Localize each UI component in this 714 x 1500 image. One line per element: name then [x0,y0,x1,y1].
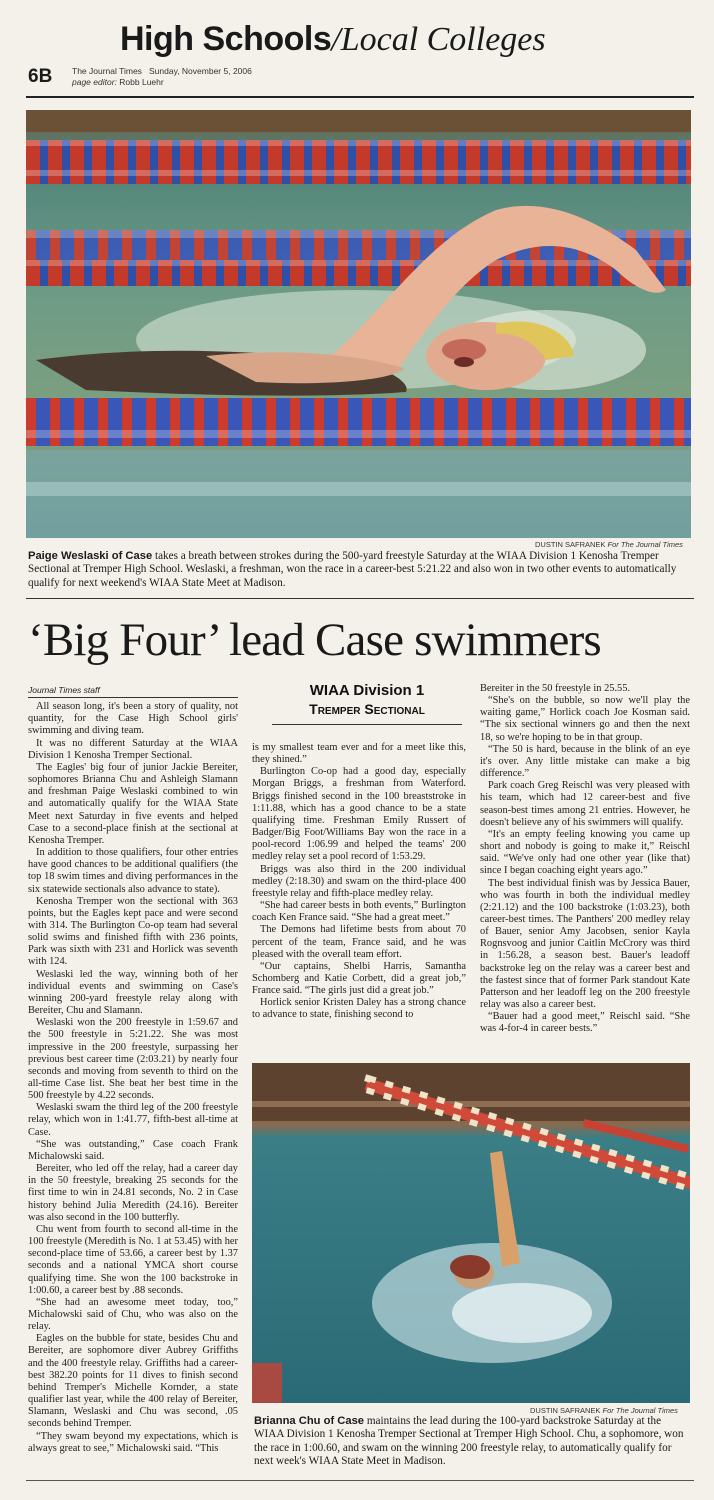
freestyle-photo-illustration [26,110,691,538]
editor-name: Robb Luehr [119,77,164,87]
col3-paragraph: The best individual finish was by Jessica Bauer, who was fourth in both the individual medley (2:21.12) and the 100 backstroke (1:03.23), both career-best times. The Panthers' 200 medley relay of Bauer, senior Amy Jacobsen, senior Kayla Rognsvoog and junior Caitlin McCrory was third in 1:56.28, a season best. Bauer's leadoff backstroke leg on the relay was a career best and the fastest since that of former Park standout Kate Patterson and her leadoff leg on the 200 freestyle relay was also a career best. [480,877,690,1011]
section-sub: Local Colleges [340,21,546,58]
photo2-credit [530,1406,678,1415]
section-main: High Schools [120,20,332,58]
page-editor-line [72,77,252,88]
col2-paragraph: “Our captains, Shelbi Harris, Samantha Schomberg and Katie Corbett, did a great job,” France said. “The girls just did a great job.” [252,960,466,997]
col2-paragraph: Burlington Co-op had a good day, especially Morgan Briggs, a freshman from Waterford. Briggs finished second in the 100 breaststroke in 1:11.88, which has a good chance to be a state qualifying time. Freshman Emily Russert of Badger/Big Foot/Williams Bay won the race in a pool-record 1:06.99 and helped the teams' 200 medley relay set a pool record of 1:53.29. [252,766,466,863]
byline: Journal Times staff [28,684,238,698]
box-rule [272,724,462,725]
col1-paragraph: “She had an awesome meet today, too,” Michalowski said of Chu, who was also on the relay. [28,1296,238,1333]
box-title-line1: WIAA Division 1 [309,682,425,699]
header-rule [26,96,694,98]
col1-paragraph: It was no different Saturday at the WIAA Division 1 Kenosha Tremper Sectional. [28,737,238,761]
col1-paragraph: “She was outstanding,” Case coach Frank Michalowski said. [28,1138,238,1162]
col1-paragraph: Weslaski won the 200 freestyle in 1:59.67 and the 500 freestyle in 5:21.22. She was most impressive in the 200 freestyle, surpassing her previous best career time (2:03.21) by nearly four seconds and moving from seventh to third on the all-time Case list. She beat her best time in the 500 freestyle by 4.22 seconds. [28,1017,238,1102]
section-header [120,16,640,62]
backstroke-photo-illustration [252,1063,690,1403]
section-separator: / [331,21,341,58]
col1-paragraph: “They swam beyond my expectations, which is always great to see,” Michalowski said. “This [28,1430,238,1454]
editor-label: page editor: [72,77,117,87]
photo2-credit-name: DUSTIN SAFRANEK [530,1406,601,1415]
photo1-credit-name: DUSTIN SAFRANEK [535,540,606,549]
col3-paragraph: “Bauer had a good meet,” Reischl said. “She was 4-for-4 in career bests.” [480,1011,690,1035]
col3-paragraph: Bereiter in the 50 freestyle in 25.55. [480,683,631,694]
col1-paragraph: Chu went from fourth to second all-time in the 100 freestyle (Meredith is No. 1 at 53.45) with her second-place time of 53.66, a career best by 1.37 seconds and a national YMCA short course qualifying time. She won the 100 backstroke in 1:00.60, a career best by .88 seconds. [28,1223,238,1296]
col2-paragraph: The Demons had lifetime bests from about 70 percent of the team, France said, and he was pleased with the overall team effort. [252,924,466,960]
footer-rule [26,1480,694,1481]
col3-paragraph: Park coach Greg Reischl was very pleased with his team, which had 12 career-best and five season-best times among 21 entries. However, he doesn't believe any of his swimmers will qualify. [480,780,690,828]
col2-paragraph: is my smallest team ever and for a meet like this, they shined.” [252,742,466,766]
photo2-caption-lead: Brianna Chu of Case [254,1415,365,1427]
photo1-caption-text: takes a breath between strokes during the 500-yard freestyle Saturday at the WIAA Division 1 Kenosha Tremper Sectional at Tremper High School. Weslaski, a freshman, won the race in a career-best 5:21.22 and also won in two other events to automatically qualify for next weekend's WIAA State Meet at Madison. [28,550,677,589]
photo2-credit-org: For The Journal Times [602,1406,678,1415]
photo2-caption [254,1415,690,1468]
story-column-2 [252,742,466,1022]
col1-paragraph: Kenosha Tremper won the sectional with 363 points, but the Eagles kept pace and were second with 314. The Burlington Co-op team had several solid swims and finished fifth with 236 points, Park was sixth with 231 and Horlick was seventh with 124. [28,895,238,968]
story-column-3 [480,683,690,1036]
col1-paragraph: Weslaski swam the third leg of the 200 freestyle relay, which won in 1:41.77, fifth-best all-time at Case. [28,1102,238,1138]
col2-paragraph: Briggs was also third in the 200 individual medley (2:18.30) and swam on the third-place 400 freestyle relay and fifth-place medley relay. [252,863,466,899]
col3-paragraph: “It's an empty feeling knowing you came up short and nobody is going to make it,” Reischl said. “We've only had one other year (like that) since I began coaching eight years ago.” [480,828,690,877]
page-number: 6B [28,66,53,87]
sectional-box-title [262,682,472,718]
photo2-caption-text: maintains the lead during the 100-yard backstroke Saturday at the WIAA Division 1 Kenosha Tremper Sectional at Tremper High School. Chu, a sophomore, won the race in 1:00.60, and swam on the winning 200 freestyle relay, to automatically qualify for next week's WIAA State Meet in Madison. [254,1415,684,1467]
col3-paragraph: “The 50 is hard, because in the blink of an eye it's over. Any little mistake can make a big difference.” [480,743,690,780]
col3-paragraph: “She's on the bubble, so now we'll play the waiting game,” Horlick coach Joe Kosman said. “The six sectional winners go and then the next 18, so we're hoping to be in that group. [480,695,690,743]
photo1-credit-org: For The Journal Times [607,540,683,549]
col1-paragraph: Bereiter, who led off the relay, had a career day in the 50 freestyle, breaking 25 seconds for the first time to win in 24.81 seconds, No. 2 in Case history behind Julia Meredith (24.16). Bereiter was also second in the 100 butterfly. [28,1163,238,1223]
headline: ‘Big Four’ lead Case swimmers [28,614,601,666]
swimmer-freestyle-photo [26,110,691,538]
col1-paragraph: Eagles on the bubble for state, besides Chu and Bereiter, are sophomore diver Aubrey Griffiths and the 400 freestyle relay. Griffiths had a career-best 382.20 points for 11 dives to finish second behind Tremper's Michelle Kornder, a state qualifier last year, while the 400 relay of Bereiter, Slamann, Weslaski and Chu was second, .05 seconds behind Tremper. [28,1333,238,1430]
col1-paragraph: Weslaski led the way, winning both of her individual events and swimming on Case's winning 200-yard freestyle relay along with Bereiter, Chu and Slamann. [28,968,238,1017]
col2-paragraph: Horlick senior Kristen Daley has a strong chance to advance to state, finishing second to [252,997,466,1021]
col1-paragraph: In addition to those qualifiers, four other entries have good chances to be additional qualifiers (the top 18 swim times and diving performances in the six statewide sectionals also advance to state). [28,847,238,895]
swimmer-backstroke-photo [252,1063,690,1403]
story-rule [26,598,694,599]
paper-date-line: The Journal Times Sunday, November 5, 2006 [72,66,252,76]
photo1-credit [535,540,683,549]
col1-paragraph: The Eagles' big four of junior Jackie Bereiter, sophomores Brianna Chu and Ashleigh Slamann and freshman Paige Weslaski combined to win and automatically qualify for the WIAA State Meet next Saturday in five events and helped Case to a second-place finish at the sectional at Kenosha Tremper. [28,761,238,846]
photo1-caption [28,550,688,590]
story-column-1 [28,684,238,1455]
page-meta [72,66,252,88]
box-title-line2: Tremper Sectional [309,701,425,717]
col1-paragraph: All season long, it's been a story of quality, not quantity, for the Case High School girls' swimming and diving team. [28,701,238,737]
col2-paragraph: “She had career bests in both events,” Burlington coach Ken France said. “She had a great meet.” [252,900,466,924]
photo1-caption-lead: Paige Weslaski of Case [28,550,153,562]
